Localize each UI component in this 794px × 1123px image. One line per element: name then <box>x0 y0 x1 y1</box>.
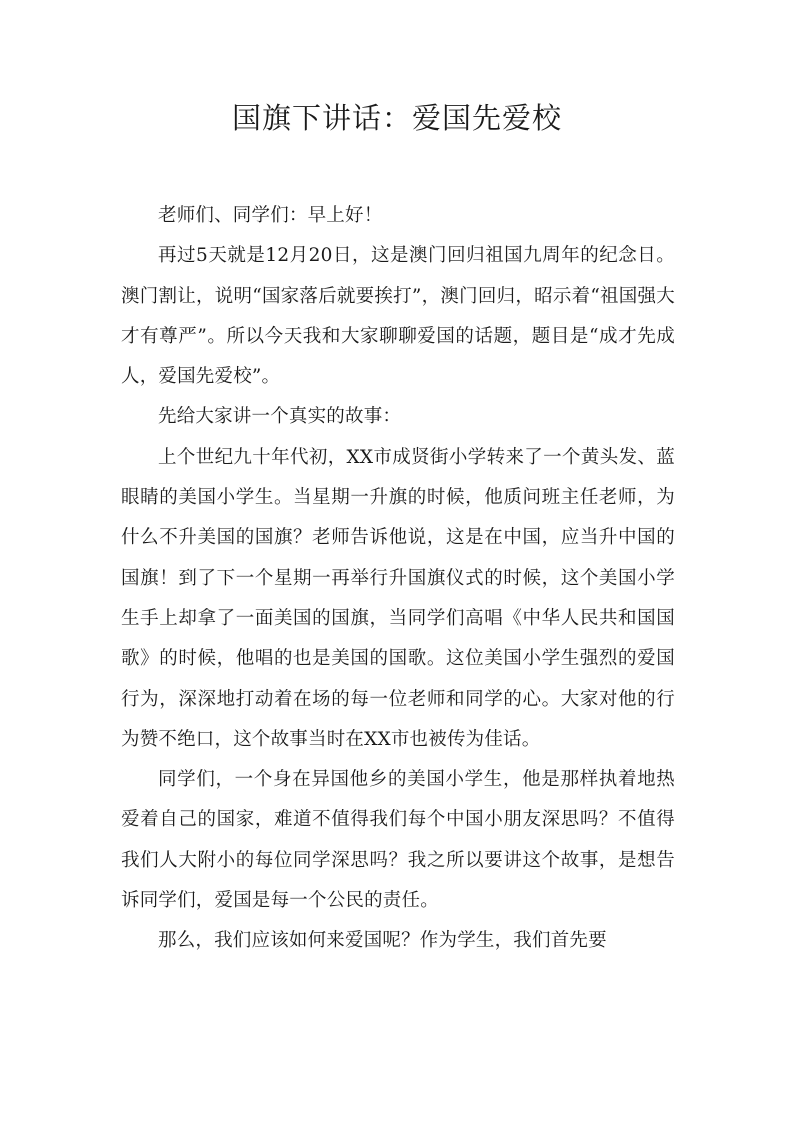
paragraph-story-intro: 先给大家讲一个真实的故事： <box>158 406 402 428</box>
paragraph-greeting: 老师们、同学们：早上好！ <box>158 205 383 226</box>
document-body <box>121 196 675 962</box>
paragraph-macau-anniversary: 再过5天就是12月20日，这是澳门回归祖国九周年的纪念日。澳门割让，说明“国家落后就要挨打”，澳门回归，昭示着“祖国强大才有尊严”。所以今天我和大家聊聊爱国的话题，题目是“成才先成人，爱国先爱校”。 <box>121 245 675 388</box>
paragraph-reflection: 同学们，一个身在异国他乡的美国小学生，他是那样执着地热爱着自己的国家，难道不值得我们每个中国小朋友深思吗？不值得我们人大附小的每位同学深思吗？我之所以要讲这个故事，是想告诉同学们，爱国是每一个公民的责任。 <box>121 769 675 912</box>
paragraph-how-to-love-country: 那么，我们应该如何来爱国呢？作为学生，我们首先要 <box>158 930 607 952</box>
paragraph-story: 上个世纪九十年代初，XX市成贤街小学转来了一个黄头发、蓝眼睛的美国小学生。当星期一升旗的时候，他质问班主任老师，为什么不升美国的国旗？老师告诉他说，这是在中国，应当升中国的国旗！到了下一个星期一再举行升国旗仪式的时候，这个美国小学生手上却拿了一面美国的国旗，当同学们高唱《中华人民共和国国歌》的时候，他唱的也是美国的国歌。这位美国小学生强烈的爱国行为，深深地打动着在场的每一位老师和同学的心。大家对他的行为赞不绝口，这个故事当时在XX市也被传为佳话。 <box>121 446 675 750</box>
document-title: 国旗下讲话：爱国先爱校 <box>231 101 562 135</box>
